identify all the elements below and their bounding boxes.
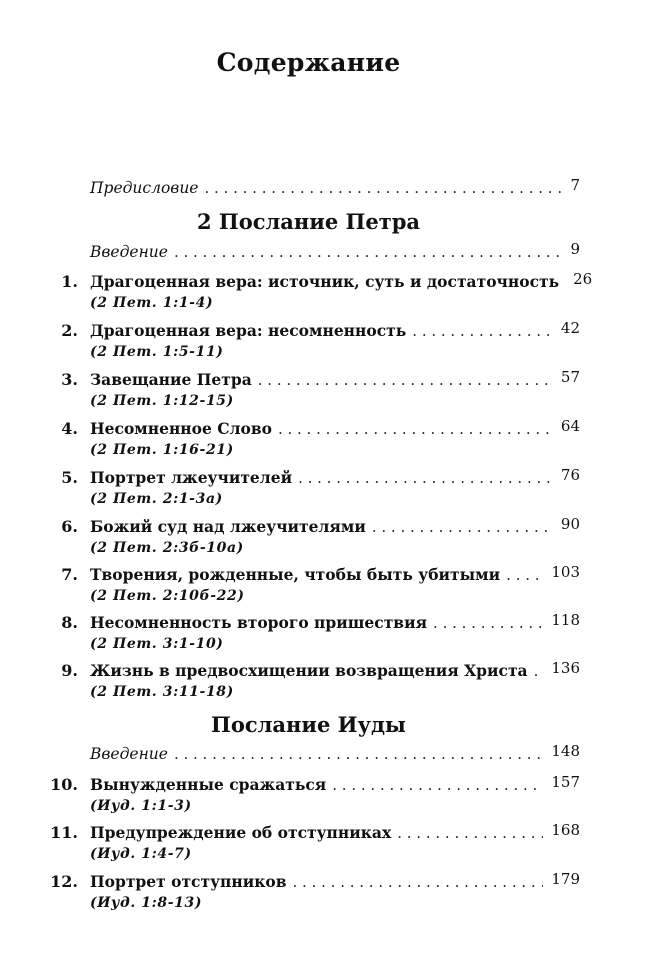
chapter-title: Вынужденные сражаться xyxy=(90,775,327,794)
toc-chapter[interactable] xyxy=(0,270,647,317)
page-number: 157 xyxy=(551,773,580,791)
page-title: Содержание xyxy=(216,48,401,77)
chapter-title: Творения, рожденные, чтобы быть убитыми xyxy=(90,565,501,584)
dot-leader xyxy=(258,371,553,389)
page-number: 179 xyxy=(551,870,580,888)
chapter-title: Жизнь в предвосхищении возвращения Христа xyxy=(90,661,528,680)
chapter-title: Предупреждение об отступниках xyxy=(90,823,392,842)
scripture-reference: (2 Пет. 2:10б-22) xyxy=(90,588,245,604)
scripture-reference: (2 Пет. 1:1-4) xyxy=(90,295,214,311)
toc-chapter[interactable] xyxy=(0,515,647,562)
page-number: 168 xyxy=(551,821,580,839)
page-number: 9 xyxy=(570,240,580,258)
chapter-number: 6. xyxy=(61,517,78,536)
chapter-number: 12. xyxy=(50,872,78,891)
chapter-title: Драгоценная вера: несомненность xyxy=(90,321,407,340)
page-number: 76 xyxy=(560,466,580,484)
chapter-title: Несомненное Слово xyxy=(90,419,272,438)
scripture-reference: (2 Пет. 2:3б-10а) xyxy=(90,540,244,556)
page-number: 90 xyxy=(560,515,580,533)
dot-leader xyxy=(372,518,553,536)
toc-chapter[interactable] xyxy=(0,821,647,868)
toc-chapter[interactable] xyxy=(0,870,647,917)
dot-leader xyxy=(506,566,543,584)
chapter-number: 1. xyxy=(61,272,78,291)
page-number: 136 xyxy=(551,659,580,677)
chapter-title: Драгоценная вера: источник, суть и достаточность xyxy=(90,272,560,291)
entry-label: Введение xyxy=(90,243,168,261)
chapter-number: 10. xyxy=(50,775,78,794)
dot-leader xyxy=(174,243,563,261)
scripture-reference: (2 Пет. 1:12-15) xyxy=(90,393,234,409)
dot-leader xyxy=(332,776,543,794)
chapter-title: Божий суд над лжеучителями xyxy=(90,517,366,536)
chapter-number: 11. xyxy=(50,823,78,842)
toc-chapter[interactable] xyxy=(0,659,647,706)
toc-chapter[interactable] xyxy=(0,773,647,820)
chapter-number: 9. xyxy=(61,661,78,680)
entry-label: Предисловие xyxy=(90,179,199,197)
dot-leader xyxy=(534,662,544,680)
scripture-reference: (2 Пет. 3:11-18) xyxy=(90,684,234,700)
chapter-title: Завещание Петра xyxy=(90,370,252,389)
dot-leader xyxy=(174,745,543,763)
page-number: 64 xyxy=(560,417,580,435)
chapter-number: 8. xyxy=(61,613,78,632)
chapter-number: 7. xyxy=(61,565,78,584)
toc-chapter[interactable] xyxy=(0,466,647,513)
scripture-reference: (Иуд. 1:4-7) xyxy=(90,846,192,862)
page-number: 57 xyxy=(560,368,580,386)
chapter-number: 5. xyxy=(61,468,78,487)
section-heading-2-peter: 2 Послание Петра xyxy=(196,209,421,234)
chapter-number: 3. xyxy=(61,370,78,389)
toc-chapter[interactable] xyxy=(0,417,647,464)
dot-leader xyxy=(204,179,562,197)
dot-leader xyxy=(298,469,553,487)
dot-leader xyxy=(412,322,553,340)
dot-leader xyxy=(397,824,543,842)
dot-leader xyxy=(433,614,543,632)
page-number: 103 xyxy=(551,563,580,581)
chapter-title: Несомненность второго пришествия xyxy=(90,613,428,632)
dot-leader xyxy=(278,420,553,438)
toc-chapter[interactable] xyxy=(0,368,647,415)
page-number: 7 xyxy=(570,176,580,194)
scripture-reference: (2 Пет. 2:1-3а) xyxy=(90,491,223,507)
page-number: 118 xyxy=(551,611,580,629)
scripture-reference: (Иуд. 1:1-3) xyxy=(90,798,192,814)
scripture-reference: (2 Пет. 1:5-11) xyxy=(90,344,224,360)
scripture-reference: (Иуд. 1:8-13) xyxy=(90,895,203,911)
toc-chapter[interactable] xyxy=(0,611,647,658)
chapter-title: Портрет лжеучителей xyxy=(90,468,293,487)
section-heading-jude: Послание Иуды xyxy=(211,712,406,737)
chapter-number: 2. xyxy=(61,321,78,340)
chapter-number: 4. xyxy=(61,419,78,438)
toc-chapter[interactable] xyxy=(0,319,647,366)
chapter-title: Портрет отступников xyxy=(90,872,287,891)
entry-label: Введение xyxy=(90,745,168,763)
scripture-reference: (2 Пет. 3:1-10) xyxy=(90,636,224,652)
dot-leader xyxy=(293,873,544,891)
page-number: 26 xyxy=(573,270,593,288)
toc-chapter[interactable] xyxy=(0,563,647,610)
page-number: 42 xyxy=(560,319,580,337)
page-number: 148 xyxy=(551,742,580,760)
scripture-reference: (2 Пет. 1:16-21) xyxy=(90,442,234,458)
